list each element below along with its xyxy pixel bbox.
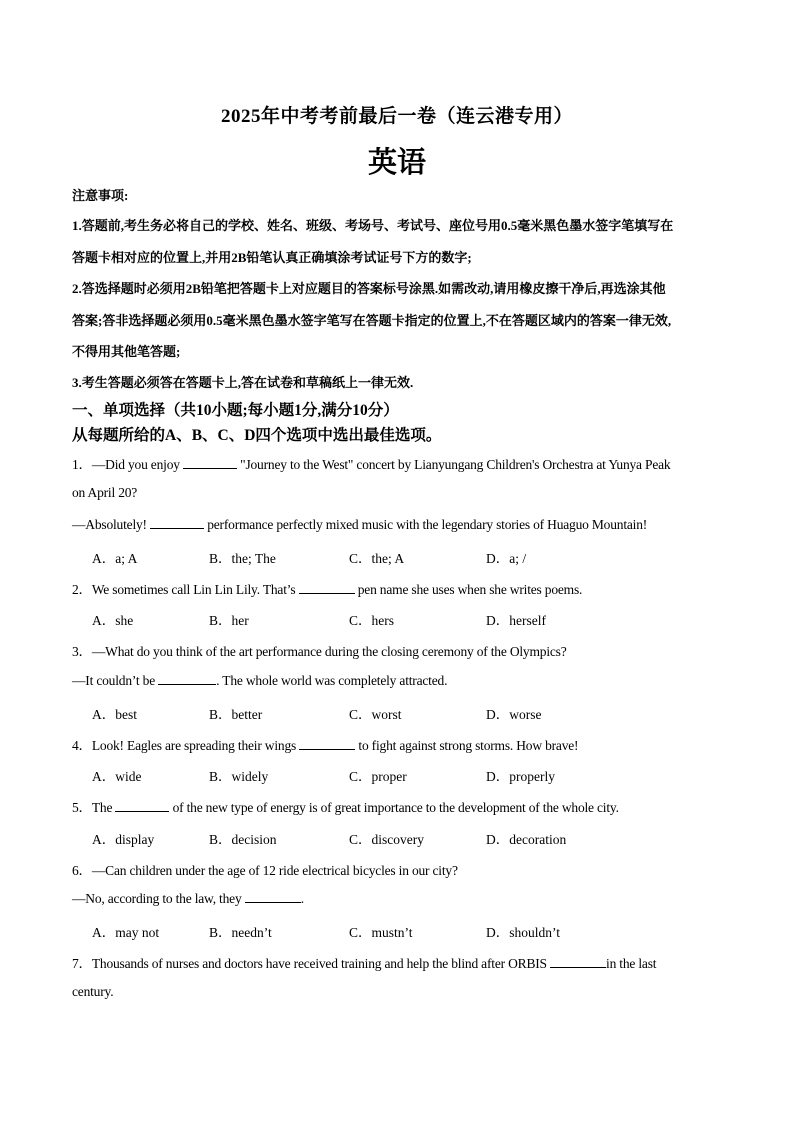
- question-text: "Journey to the West" concert by Lianyungang Children's Orchestra at Yunya Peak: [236, 457, 671, 472]
- option-b: B．the; The: [209, 551, 276, 566]
- option-d: D．shouldn’t: [486, 925, 561, 940]
- question-1-line-1: [72, 453, 670, 473]
- notice-item-1a: 1.答题前,考生务必将自己的学校、姓名、班级、考场号、考试号、座位号用0.5毫米黑色墨水签字笔填写在: [72, 218, 674, 233]
- answer-blank: [245, 890, 301, 903]
- notice-item-1b: 答题卡相对应的位置上,并用2B铅笔认真正确填涂考试证号下方的数字;: [72, 250, 472, 265]
- question-1-line-3: [72, 516, 647, 533]
- question-7-line-2: century.: [72, 984, 114, 999]
- option-a: A．she: [92, 613, 134, 628]
- option-a: A．wide: [92, 769, 142, 784]
- question-text: 1．—Did you enjoy: [72, 457, 183, 472]
- notice-item-2b: 答案;答非选择题必须用0.5毫米黑色墨水签字笔写在答题卡指定的位置上,不在答题区域内的答案一律无效,: [72, 313, 672, 328]
- question-text: of the new type of energy is of great importance to the development of the whole city.: [169, 800, 619, 815]
- option-c: C．mustn’t: [349, 925, 413, 940]
- option-d: D．herself: [486, 613, 546, 628]
- question-2-line-1: [72, 578, 582, 598]
- question-6-line-1: 6．—Can children under the age of 12 ride electrical bicycles in our city?: [72, 863, 458, 878]
- subject-title: 英语: [367, 145, 426, 179]
- option-b: B．decision: [209, 832, 277, 847]
- notice-heading: 注意事项:: [72, 188, 129, 203]
- section-heading: 一、单项选择（共10小题;每小题1分,满分10分）: [72, 402, 399, 419]
- option-c: C．proper: [349, 769, 407, 784]
- notice-item-2a: 2.答选择题时必须用2B铅笔把答题卡上对应题目的答案标号涂黑.如需改动,请用橡皮擦干净后,再选涂其他: [72, 281, 666, 296]
- section-instruction: 从每题所给的A、B、C、D四个选项中选出最佳选项。: [72, 427, 442, 444]
- answer-blank: [183, 456, 237, 469]
- option-b: B．better: [209, 707, 263, 722]
- question-text: 5．The: [72, 800, 116, 815]
- option-d: D．properly: [486, 769, 555, 784]
- question-text: performance perfectly mixed music with the legendary stories of Huaguo Mountain!: [204, 517, 648, 532]
- option-a: A．may not: [92, 925, 160, 940]
- question-7-line-1: [72, 952, 656, 972]
- question-text: —Absolutely!: [72, 517, 151, 532]
- notice-item-2c: 不得用其他笔答题;: [72, 344, 181, 359]
- option-d: D．worse: [486, 707, 542, 722]
- question-text: to fight against strong storms. How brave!: [355, 738, 579, 753]
- question-text: pen name she uses when she writes poems.: [354, 582, 583, 597]
- question-5-line-1: [72, 796, 619, 816]
- question-text: 2．We sometimes call Lin Lin Lily. That’s: [72, 582, 299, 597]
- answer-blank: [550, 955, 606, 968]
- question-text: 4．Look! Eagles are spreading their wings: [72, 738, 300, 753]
- option-c: C．worst: [349, 707, 402, 722]
- option-c: C．hers: [349, 613, 394, 628]
- question-text: 7．Thousands of nurses and doctors have received training and help the blind after ORBIS: [72, 956, 551, 971]
- option-b: B．needn’t: [209, 925, 272, 940]
- option-b: B．widely: [209, 769, 269, 784]
- option-c: C．the; A: [349, 551, 405, 566]
- option-d: D．a; /: [486, 551, 527, 566]
- question-text: . The whole world was completely attracted.: [216, 673, 448, 688]
- option-a: A．display: [92, 832, 155, 847]
- answer-blank: [150, 516, 204, 529]
- option-d: D．decoration: [486, 832, 567, 847]
- question-1-line-2: on April 20?: [72, 485, 138, 500]
- question-6-line-2: [72, 890, 304, 907]
- option-b: B．her: [209, 613, 249, 628]
- question-text: —No, according to the law, they: [72, 891, 245, 906]
- question-text: —It couldn’t be: [72, 673, 159, 688]
- question-3-line-2: [72, 672, 447, 689]
- exam-title: 2025年中考考前最后一卷（连云港专用）: [220, 106, 573, 127]
- answer-blank: [299, 737, 355, 750]
- option-a: A．best: [92, 707, 137, 722]
- question-text: .: [300, 891, 304, 906]
- answer-blank: [158, 672, 216, 685]
- option-c: C．discovery: [349, 832, 424, 847]
- answer-blank: [115, 799, 169, 812]
- question-text: in the last: [606, 956, 657, 971]
- notice-item-3: 3.考生答题必须答在答题卡上,答在试卷和草稿纸上一律无效.: [72, 375, 414, 390]
- question-3-line-1: 3．—What do you think of the art performance during the closing ceremony of the Olympics?: [72, 644, 567, 659]
- answer-blank: [299, 581, 355, 594]
- question-4-line-1: [72, 734, 578, 754]
- option-a: A．a; A: [92, 551, 138, 566]
